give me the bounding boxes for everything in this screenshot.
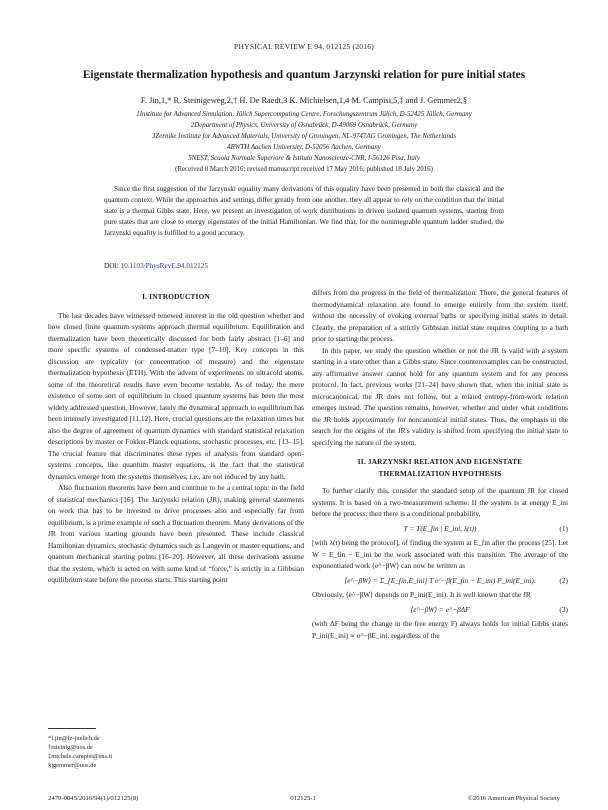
running-head: PHYSICAL REVIEW E 94, 012125 (2016) — [234, 42, 374, 51]
abstract — [104, 184, 504, 239]
equation-2-body: ⟨e^−βW⟩ = Σ_{E_fin,E_ini} T e^−β(E_fin − E_ini) P_ini(E_ini). — [344, 575, 536, 585]
section-1-heading: I. INTRODUCTION — [142, 292, 210, 301]
affiliation-2: 2Department of Physics, University of Osnabrück, D-49069 Osnabrück, Germany — [190, 122, 418, 129]
page-footer — [48, 795, 560, 802]
footnotes — [48, 728, 304, 770]
footnote-1: *f.jin@fz-juelich.de — [48, 735, 100, 742]
affiliation-3: 3Zernike Institute for Advanced Materials, University of Groningen, NL-9747AG Groningen, The Netherlands — [151, 133, 457, 140]
equation-3-number: (3) — [559, 604, 568, 614]
author-list: F. Jin,1,* R. Steinigeweg,2,† H. De Raedt,3 K. Michielsen,1,4 M. Campisi,5,‡ and J. Gemmer2,§ — [140, 96, 468, 105]
footnote-4: §jgemmer@uos.de — [48, 762, 97, 769]
equation-1-body: T = T(E_fin | E_ini, λ(t)) — [403, 523, 477, 533]
right-column — [312, 287, 568, 641]
abstract-text: Since the first suggestion of the Jarzynski equality many derivations of this equality have been presented in both the classical and the quantum context. While the approaches and settings differ greatly from one another, they all appear to rely on the condition that the initial state is a thermal Gibbs state. Here, we present an investigation of work distributions in driven isolated quantum systems, starting from pure states that are close to energy eigenstates of the initial Hamiltonian. We find that, for the nonintegrable quantum ladder studied, the Jarzynski equality is fulfilled to a good accuracy. — [104, 185, 504, 237]
equation-3-body: ⟨e^−βW⟩ = e^−βΔF — [410, 604, 470, 614]
section-2-heading-line-2: THERMALIZATION HYPOTHESIS — [378, 468, 502, 478]
equation-3 — [312, 604, 568, 616]
received-dates: (Received 8 March 2016; revised manuscript received 17 May 2016; published 18 July 2016) — [175, 166, 433, 173]
section-2-heading-line-1: II. JARZYNSKI RELATION AND EIGENSTATE — [357, 457, 523, 466]
sec2-paragraph-2: [with λ(t) being the protocol], of finding the system at E_fin after the process [25]. Let W = E_fin − E_ini be the work associated with this transition. The average of the exponentiated work ⟨e^−βW⟩ can now be written as — [312, 538, 568, 570]
footer-issn: 2470-0045/2016/94(1)/012125(8) — [48, 795, 139, 802]
footer-page-number: 012125-1 — [290, 795, 316, 802]
doi-line — [104, 262, 208, 270]
footnote-3: ‡michele.campisi@sns.it — [48, 753, 113, 760]
affiliation-4: 4RWTH Aachen University, D-52056 Aachen, Germany — [227, 144, 381, 151]
affiliation-5: 5NEST, Scuola Normale Superiore & Istituto Nanoscienze-CNR, I-56126 Pisa, Italy — [188, 155, 420, 162]
right-paragraph-1: differs from the progress in the field of thermalization: There, the general features of thermodynamical relaxation are found to emerge entirely from the system itself, without the necessity of evoking external baths or specifying initial states in detail. Clearly, the preparation of a strictly Gibbsian initial state requires coupling to a bath prior to starting the process. — [312, 288, 568, 343]
doi-link[interactable]: 10.1103/PhysRevE.94.012125 — [120, 262, 208, 270]
section-2-heading — [312, 456, 568, 479]
left-column — [48, 291, 304, 586]
equation-2 — [312, 575, 568, 587]
equation-1-number: (1) — [559, 523, 568, 533]
sec2-paragraph-3: Obviously, ⟨e^−βW⟩ depends on P_ini(E_ini). It is well known that the JR — [312, 590, 531, 599]
intro-paragraph-1: The last decades have witnessed renewed interest in the old question whether and how closed finite quantum systems approach thermal equilibrium. Equilibration and thermalization have been theoretically discussed for both fairly abstract [1–6] and more specific systems of condensed-matter type [7–10]. Key concepts in this discussion are typicality (or concentration of measure) and the eigenstate thermalization hypothesis (ETH). With the advent of experiments on ultracold atoms, some of the theoretical results have even become testable. As of today, the mere existence of some sort of equilibrium in closed quantum systems has been the most widely addressed question. However, lately the dynamical approach to equilibrium has been intensely investigated [11,12]. Here, crucial questions are the relaxation times but also the degree of agreement of quantum dynamics with standard statistical relaxation descriptions by master or Fokker-Planck equations, stochastic processes, etc. [13–15]. The crucial feature that discriminates these types of analysis from standard open-systems concepts, like quantum master equations, is the fact that the statistical dynamics emerge from the systems themselves, i.e., are not induced by any bath. — [48, 310, 304, 481]
doi-label: DOI: — [104, 262, 119, 270]
footnote-2: †rsteinig@uos.de — [48, 744, 93, 751]
sec2-paragraph-4: (with ΔF being the change in the free energy F) always holds for initial Gibbs states P_ini(E_ini) ∝ e^−βE_ini, regardless of the — [312, 619, 568, 640]
footnote-rule — [48, 728, 96, 729]
sec2-paragraph-1: To further clarify this, consider the standard setup of the quantum JR for closed systems. It is based on a two-measurement scheme: If the system is at energy E_ini before the process, then there is a conditional probability, — [312, 486, 568, 518]
intro-paragraph-2: Also fluctuation theorems have been and continue to be a central topic in the field of statistical mechanics [16]. The Jarzynski relation (JR), making general statements on work that has to be invested to drive processes also and especially far from equilibrium, is a prime example of such a fluctuation theorem. Many derivations of the JR from various starting grounds have been presented. These include classical Hamiltonian dynamics, stochastic dynamics such as Langevin or master equations, and quantum mechanical starting points [16–20]. However, all these derivations assume that the system, which is acted on with some kind of “force,” is strictly in a Gibbsian equilibrium state before the process starts. This starting point — [48, 483, 304, 584]
equation-1 — [312, 523, 568, 535]
right-paragraph-2: In this paper, we study the question whether or not the JR is valid with a system starting in a state other than a Gibbs state. Since counterexamples can be constructed, any affirmative answer cannot hold for any quantum system and for any process protocol. In fact, previous works [21–24] have shown that, when the initial state is microcanonical, the JR does not follow, but a related entropy-from-work relation emerges instead. The question remains, however, whether and under what conditions the JR holds approximately for noncanonical initial states. Thus, the emphasis in the search for the origins of the JR's validity is shifted from specifying the initial state to specifying the nature of the system. — [312, 345, 568, 447]
affiliation-1: 1Institute for Advanced Simulation, Jülich Supercomputing Centre, Forschungszentrum Jülich, D-52425 Jülich, Germany — [136, 111, 472, 118]
equation-2-number: (2) — [559, 575, 568, 585]
footer-copyright: ©2016 American Physical Society — [467, 795, 560, 802]
paper-title: Eigenstate thermalization hypothesis and quantum Jarzynski relation for pure initial states — [82, 69, 526, 81]
